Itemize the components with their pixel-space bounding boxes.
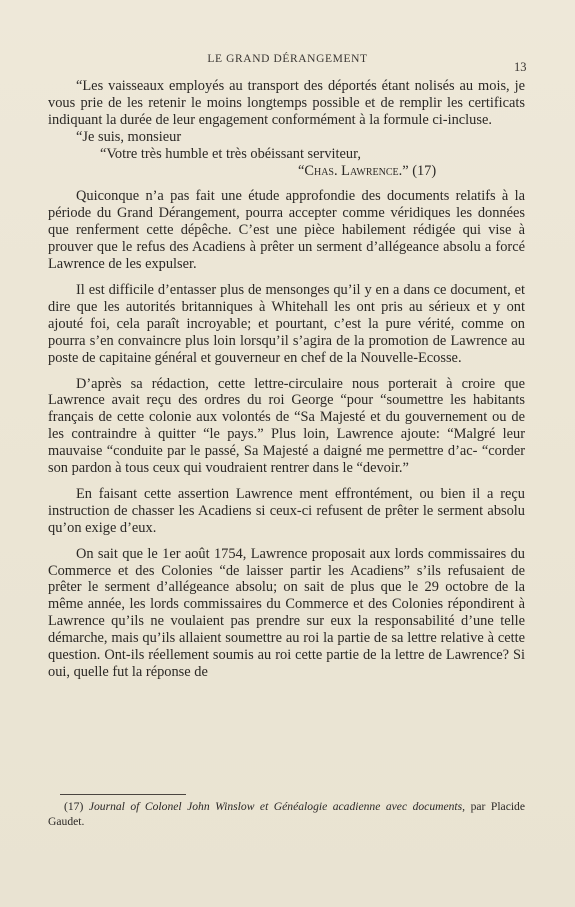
footnote-number: (17) xyxy=(64,800,84,813)
paragraph-5: On sait que le 1er août 1754, Lawrence proposait aux lords commissaires du Commerce et des Colonies “de laisser partir les Acadiens” s’ils refusaient de prêter le serment d’allégeance absolu; on sait de plus que le 29 octobre de la même année, les lords commissaires du Commerce et des Colonies répondirent à Lawrence qu’ils ne voulaient pas prendre sur eux la responsabilité d’une telle démarche, mais qu’ils allaient soumettre au roi la partie de sa lettre relative à cette question. Ont-ils réellement soumis au roi cette partie de la lettre de Lawrence? Si oui, quelle fut la réponse de xyxy=(48,545,525,680)
page-number: 13 xyxy=(514,60,527,74)
footnote-divider xyxy=(60,794,186,795)
letter-quote: “Les vaisseaux employés au transport des déportés étant nolisés au mois, je vous prie de les retenir le moins longtemps possible et de remplir les certificats indiquant la durée de leur engagement conformément à la formule ci-incluse. xyxy=(48,78,525,128)
paragraph-1: Quiconque n’a pas fait une étude approfondie des documents relatifs à la période du Grand Dérangement, pourra accepter comme véridiques les données que renferment cette dépêche. C’est une pièce habilement rédigée qui vise à prouver que le refus des Acadiens à prêter un serment d’allégeance absolu a forcé Lawrence de les expulser. xyxy=(48,188,525,273)
letter-signature: “Chas. Lawrence.” (17) xyxy=(298,162,437,179)
letter-salutation: “Je suis, monsieur xyxy=(76,128,182,145)
footnote xyxy=(48,800,525,829)
paragraph-2: Il est difficile d’entasser plus de mensonges qu’il y en a dans ce document, et dire que les autorités britanniques à Whitehall les ont pris au sérieux et y ont ajouté foi, cela paraît incroyable; et pourtant, c’est la pure vérité, comme on pourra s’en convaincre plus loin lorsqu’il s’agira de la promotion de Lawrence au poste de capitaine général et gouverneur en chef de la Nouvelle-Ecosse. xyxy=(48,281,525,366)
footnote-author: par Placide Gaudet. xyxy=(48,800,525,828)
running-title: LE GRAND DÉRANGEMENT xyxy=(207,53,368,65)
footnote-source-title: Journal of Colonel John Winslow et Généalogie acadienne avec documents, xyxy=(88,800,466,813)
paragraph-3: D’après sa rédaction, cette lettre-circulaire nous porterait à croire que Lawrence avait reçu des ordres du roi George “pour “soumettre les habitants français de cette colonie aux volontés de “Sa Majesté et du gouvernement ou de les contraindre à quitter “le pays.” Plus loin, Lawrence ajoute: “Malgré leur mauvaise “conduite par le passé, Sa Majesté a daigné me permettre d’ac- “corder son pardon à tous ceux qui voudraient rentrer dans le “devoir.” xyxy=(48,375,525,477)
body-text xyxy=(48,78,525,681)
letter-valediction: “Votre très humble et très obéissant serviteur, xyxy=(100,145,361,162)
paragraph-4: En faisant cette assertion Lawrence ment effrontément, ou bien il a reçu instruction de chasser les Acadiens si ceux-ci refusent de prêter le serment absolu qu’on exige d’eux. xyxy=(48,485,525,536)
